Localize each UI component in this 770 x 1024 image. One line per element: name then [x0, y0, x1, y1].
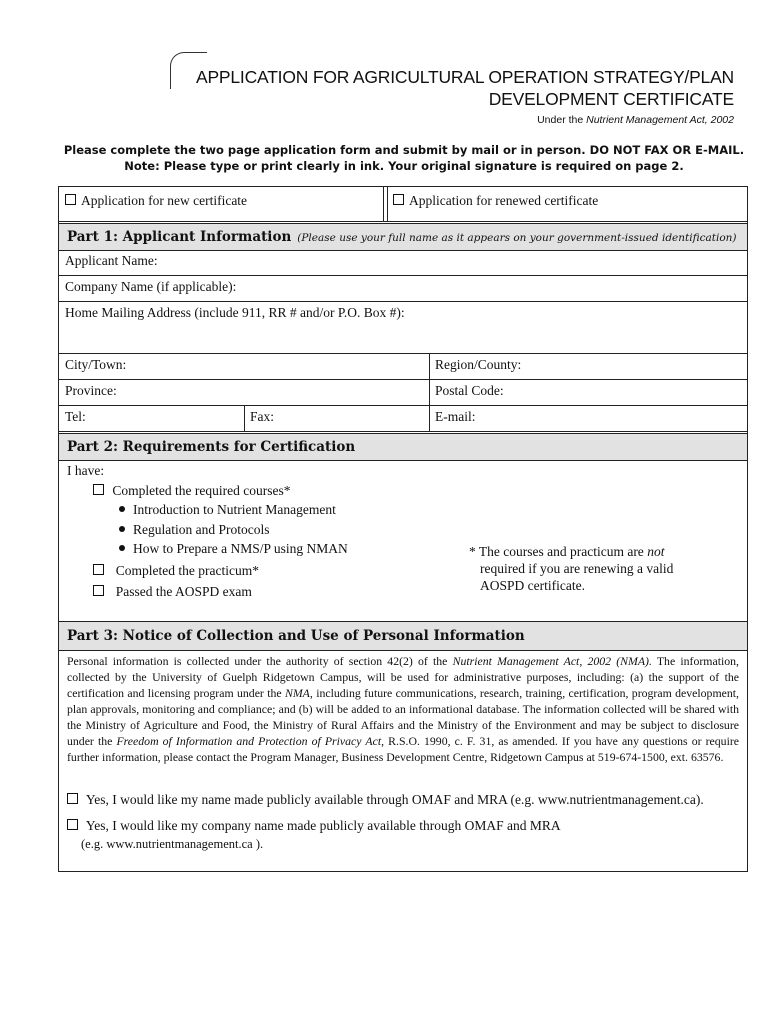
exam-checkbox[interactable]	[93, 585, 104, 596]
form-title: APPLICATION FOR AGRICULTURAL OPERATION STRATEGY/PLAN DEVELOPMENT CERTIFICATE	[195, 67, 734, 109]
consent-name-option[interactable]: Yes, I would like my name made publicly available through OMAF and MRA (e.g. www.nutrientmanagement.ca).	[67, 791, 704, 809]
applicant-name-field[interactable]: Applicant Name:	[59, 249, 747, 276]
application-form	[58, 186, 748, 872]
renewed-certificate-checkbox[interactable]	[393, 194, 404, 205]
region-field[interactable]: Region/County:	[435, 357, 522, 372]
province-field[interactable]: Province:	[65, 383, 117, 398]
renewed-certificate-option[interactable]: Application for renewed certificate	[387, 187, 747, 221]
email-field[interactable]: E-mail:	[435, 409, 476, 424]
part2-header: Part 2: Requirements for Certification	[59, 433, 747, 461]
consent-company-checkbox[interactable]	[67, 819, 78, 830]
instructions: Please complete the two page application form and submit by mail or in person. DO NOT FAX OR E-MAIL. Note: Please type or print clearly in ink. Your original signature is required on page 2.	[63, 143, 745, 173]
exam-option[interactable]: Passed the AOSPD exam	[67, 582, 348, 602]
courses-checkbox[interactable]	[93, 484, 104, 495]
practicum-checkbox[interactable]	[93, 564, 104, 575]
fax-field[interactable]: Fax:	[250, 409, 275, 424]
city-region-row	[59, 353, 747, 380]
privacy-section	[59, 649, 747, 871]
consent-company-option[interactable]: Yes, I would like my company name made publicly available through OMAF and MRA (e.g. www.nutrientmanagement.ca ).	[67, 817, 561, 853]
i-have-label: I have:	[67, 463, 105, 478]
city-field[interactable]: City/Town:	[65, 357, 127, 372]
courses-option[interactable]: Completed the required courses*	[67, 481, 348, 501]
new-certificate-checkbox[interactable]	[65, 194, 76, 205]
course-item: Regulation and Protocols	[67, 520, 348, 540]
province-postal-row	[59, 379, 747, 406]
consent-name-checkbox[interactable]	[67, 793, 78, 804]
requirements-note: * The courses and practicum are not required if you are renewing a valid AOSPD certificate.	[469, 544, 674, 593]
requirements-section	[59, 461, 747, 622]
part1-header: Part 1: Applicant Information (Please use your full name as it appears on your government-issued identification)	[59, 223, 747, 251]
form-subtitle: Under the Nutrient Management Act, 2002	[537, 114, 734, 126]
tel-field[interactable]: Tel:	[65, 409, 86, 424]
course-item: Introduction to Nutrient Management	[67, 500, 348, 520]
postal-code-field[interactable]: Postal Code:	[435, 383, 504, 398]
practicum-option[interactable]: Completed the practicum*	[67, 561, 348, 581]
contact-row	[59, 405, 747, 432]
application-type-row	[59, 187, 747, 222]
privacy-notice: Personal information is collected under the authority of section 42(2) of the Nutrient Management Act, 2002 (NMA). The information, collected by the University of Guelph Ridgetown Campus, will be used for administrative purposes, including: (a) the support of the certification and licensing program under the NMA, including future communications, research, training, certification, program development, plan approvals, monitoring and compliance; and (b) will be added to an informational database. The information collected will be shared with the Ministry of Agriculture and Food, the Ministry of Rural Affairs and the Ministry of the Environment and may be subject to disclosure under the Freedom of Information and Protection of Privacy Act, R.S.O. 1990, c. F. 31, as amended. If you have any questions or require further information, please contact the Program Manager, Business Development Centre, Ridgetown Campus at 519-674-1500, ext. 63576.	[67, 654, 740, 764]
company-name-field[interactable]: Company Name (if applicable):	[59, 275, 747, 302]
part3-header: Part 3: Notice of Collection and Use of Personal Information	[59, 621, 747, 651]
course-item: How to Prepare a NMS/P using NMAN	[67, 539, 348, 559]
home-address-field[interactable]: Home Mailing Address (include 911, RR # and/or P.O. Box #):	[59, 301, 747, 354]
new-certificate-option[interactable]: Application for new certificate	[59, 187, 383, 221]
